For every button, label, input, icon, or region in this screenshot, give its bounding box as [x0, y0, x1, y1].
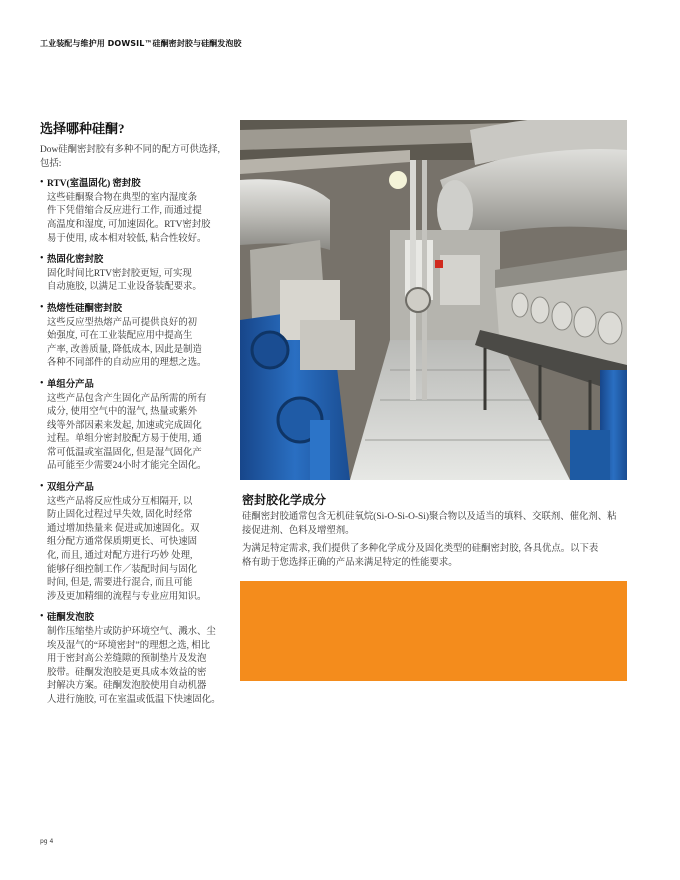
item-title: • 热熔性硅酮密封胶	[47, 303, 123, 314]
chemistry-paragraph-2: 为满足特定需求, 我们提供了多种化学成分及固化类型的硅酮密封胶, 各具优点。以下表 格有助于您选择正确的产品来满足特定的性能要求。	[242, 544, 599, 568]
section-heading: 选择哪种硅酮?	[40, 121, 125, 136]
list-item	[40, 254, 228, 295]
item-description: 制作压缩垫片或防护环境空气、溅水、尘 埃及湿气的“环境密封”的理想之选, 相比 用于密封高公差缝隙的预制垫片及发泡 胶带。硅酮发泡胶是更具成本效益的密 封解决方案。硅酮发泡胶使用自动机器 人进行施胶, 可在室温或低温下快速固化。	[47, 627, 221, 705]
sealant-type-list	[40, 178, 228, 707]
chemistry-heading: 密封胶化学成分	[242, 493, 327, 507]
item-description: 这些反应型热熔产品可提供良好的初 始强度, 可在工业装配应用中提高生 产率, 改善质量, 降低成本, 因此是制造 各种不同部件的自动应用的理想之选。	[47, 317, 207, 369]
orange-block	[240, 581, 627, 681]
item-description: 这些产品将反应性成分互相隔开, 以 防止固化过程过早失效, 固化时经常 通过增加热量来 促进或加速固化。双 组分配方通常保质期更长、可快速固 化, 而且, 通过对配方进行巧妙 处理, 能够仔细控制工作／装配时间与固化 时间, 但是, 需要进行混合, 而且可能 涉及更加精细的流程与专业应用知识。	[47, 496, 207, 602]
list-item	[40, 178, 228, 246]
item-title: • RTV(室温固化) 密封胶	[47, 179, 141, 190]
item-description: 固化时间比RTV密封胶更短, 可实现 自动施胶, 以满足工业设备装配要求。	[47, 268, 202, 293]
item-title: • 热固化密封胶	[47, 255, 104, 266]
intro-text: Dow硅酮密封胶有多种不同的配方可供选择, 包括:	[40, 145, 220, 169]
list-item	[40, 379, 228, 474]
item-title: • 硅酮发泡胶	[47, 613, 94, 624]
item-title: • 双组分产品	[47, 483, 94, 494]
item-description: 这些硅酮聚合物在典型的室内湿度条 件下凭借缩合反应进行工作, 而通过提 高温度和湿度, 可加速固化。RTV密封胶 易于使用, 成本相对较低, 粘合性较好。	[47, 192, 211, 244]
chemistry-paragraph-1: 硅酮密封胶通常包含无机硅氧烷(Si-O-Si-O-Si)聚合物以及适当的填料、交联剂、催化剂、粘 接促进剂、色料及增塑剂。	[242, 512, 617, 536]
engine-room-photo	[240, 120, 627, 480]
list-item	[40, 482, 228, 604]
item-description: 这些产品包含产生固化产品所需的所有 成分, 使用空气中的湿气, 热量或紫外 线等外部因素来发起, 加速或完成固化 过程。单组分密封胶配方易于使用, 通 常可低温或室温固化, 但是湿气固化产 品可能至少需要24小时才能完全固化。	[47, 393, 207, 472]
item-title: • 单组分产品	[47, 379, 94, 390]
list-item	[40, 303, 228, 371]
document-header: 工业装配与维护用 DOWSIL™硅酮密封胶与硅酮发泡胶	[40, 39, 242, 48]
page-number: pg 4	[40, 838, 54, 845]
left-column	[40, 118, 228, 716]
list-item	[40, 612, 228, 707]
